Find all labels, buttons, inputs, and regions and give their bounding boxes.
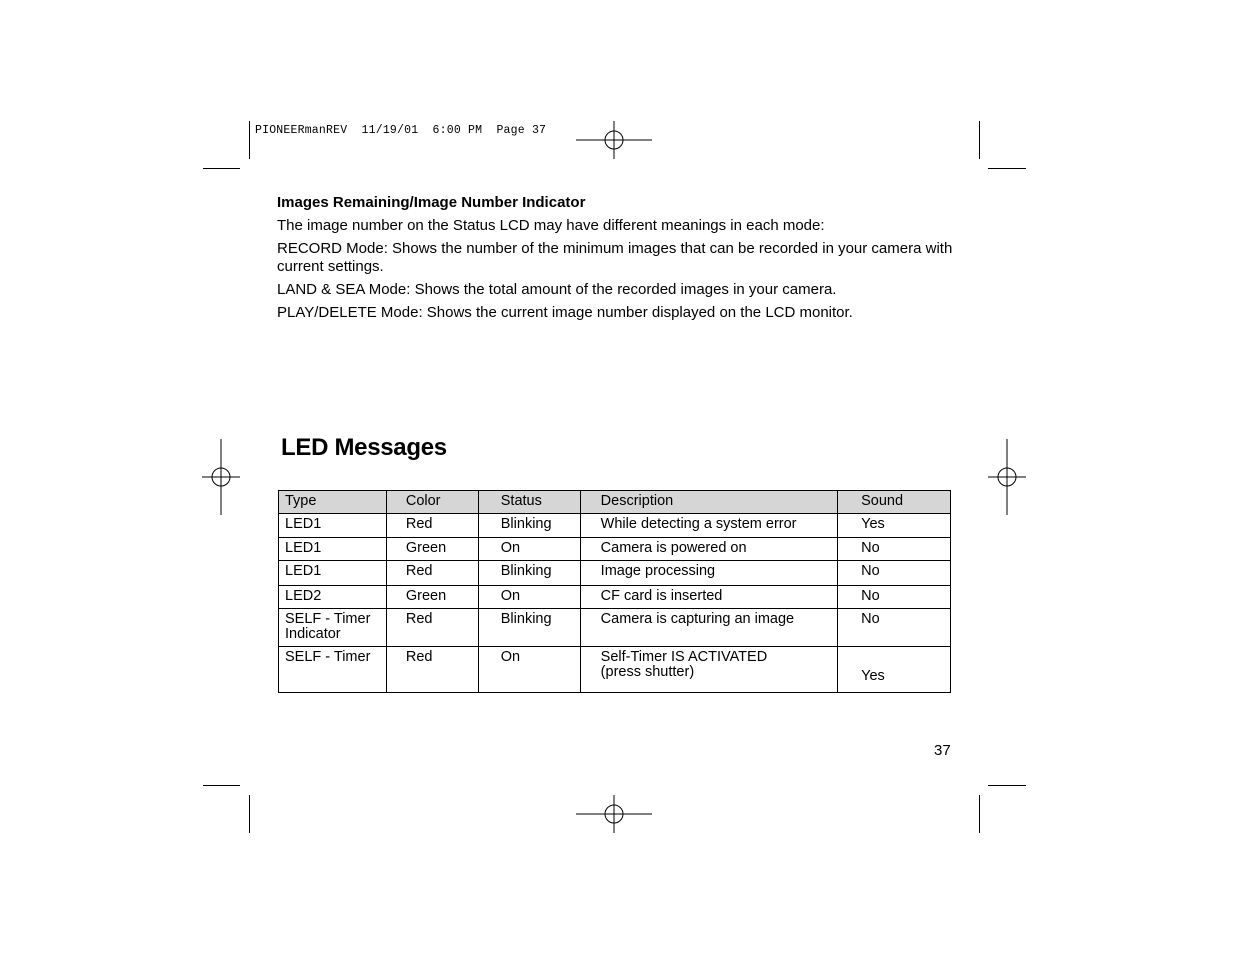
table-row (279, 514, 951, 538)
cell-sound: No (838, 586, 951, 609)
cell-color: Red (386, 647, 478, 693)
table-header-row (279, 491, 951, 514)
led-messages-title: LED Messages (281, 434, 447, 461)
cell-status: Blinking (478, 514, 580, 538)
cell-description: Image processing (580, 561, 837, 586)
header-description: Description (580, 491, 837, 514)
cell-color: Red (386, 514, 478, 538)
cell-type: LED1 (279, 561, 387, 586)
cell-sound: Yes (838, 514, 951, 538)
table-row (279, 538, 951, 561)
description-line-1: Self-Timer IS ACTIVATED (600, 649, 768, 665)
cell-color: Red (386, 609, 478, 647)
cell-type: SELF - Timer Indicator (279, 609, 387, 647)
cell-type: LED1 (279, 514, 387, 538)
cell-sound: No (838, 609, 951, 647)
cell-description: Camera is capturing an image (580, 609, 837, 647)
land-sea-mode-text: LAND & SEA Mode: Shows the total amount of the recorded images in your camera. (277, 281, 837, 298)
table-row (279, 609, 951, 647)
play-delete-mode-text: PLAY/DELETE Mode: Shows the current image number displayed on the LCD monitor. (277, 304, 853, 321)
cell-sound: No (838, 561, 951, 586)
cell-type: SELF - Timer (279, 647, 387, 693)
cell-description (580, 647, 837, 693)
header-status: Status (478, 491, 580, 514)
registration-mark-bottom (576, 795, 652, 833)
cell-color: Red (386, 561, 478, 586)
table-row (279, 561, 951, 586)
record-mode-text: RECORD Mode: Shows the number of the minimum images that can be recorded in your camera with current settings. (277, 240, 953, 275)
cell-sound: Yes (838, 647, 951, 693)
images-remaining-intro: The image number on the Status LCD may have different meanings in each mode: (277, 217, 825, 234)
cell-status: On (478, 586, 580, 609)
header-type: Type (279, 491, 387, 514)
crop-mark-bottom-left-horizontal (203, 785, 240, 786)
header-color: Color (386, 491, 478, 514)
page-number: 37 (934, 742, 951, 759)
cell-type: LED2 (279, 586, 387, 609)
crop-mark-top-left-vertical (249, 121, 250, 159)
crop-mark-bottom-right-horizontal (988, 785, 1026, 786)
cell-description: CF card is inserted (580, 586, 837, 609)
images-remaining-section (277, 194, 957, 327)
cell-status: On (478, 647, 580, 693)
cell-status: Blinking (478, 609, 580, 647)
header-sound: Sound (838, 491, 951, 514)
cell-color: Green (386, 538, 478, 561)
table-row (279, 647, 951, 693)
cell-status: Blinking (478, 561, 580, 586)
led-messages-table (278, 490, 951, 693)
crop-mark-top-left-horizontal (203, 168, 240, 169)
cell-status: On (478, 538, 580, 561)
crop-mark-top-right-vertical (979, 121, 980, 159)
registration-mark-right (988, 439, 1026, 515)
crop-mark-top-right-horizontal (988, 168, 1026, 169)
cell-sound: No (838, 538, 951, 561)
images-remaining-heading: Images Remaining/Image Number Indicator (277, 194, 586, 211)
cell-description: While detecting a system error (580, 514, 837, 538)
cell-type: LED1 (279, 538, 387, 561)
registration-mark-top (576, 121, 652, 159)
cell-description: Camera is powered on (580, 538, 837, 561)
crop-mark-bottom-left-vertical (249, 795, 250, 833)
cell-color: Green (386, 586, 478, 609)
registration-mark-left (202, 439, 240, 515)
printer-slug: PIONEERmanREV 11/19/01 6:00 PM Page 37 (255, 124, 547, 137)
crop-mark-bottom-right-vertical (979, 795, 980, 833)
table-row (279, 586, 951, 609)
description-line-2: (press shutter) (600, 664, 695, 680)
